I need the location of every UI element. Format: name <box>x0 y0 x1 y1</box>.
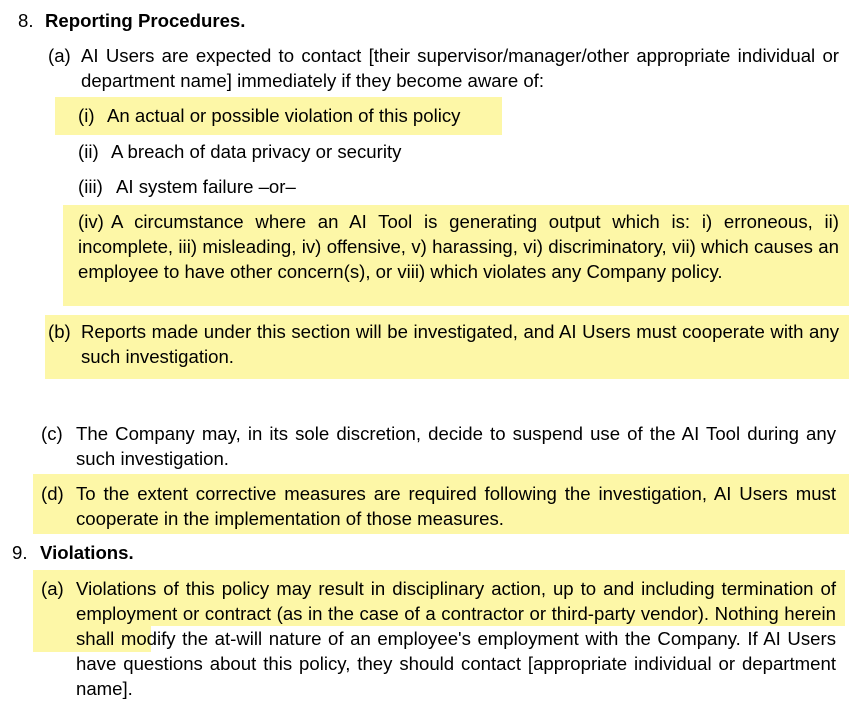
clause-text: Reports made under this section will be investigated, and AI Users must cooperate with any such investigation. <box>81 321 839 367</box>
item-marker: (ii) <box>78 141 99 162</box>
clause-marker: (c) <box>41 423 63 444</box>
item-text: An actual or possible violation of this policy <box>107 105 461 126</box>
item-8a-iv-text <box>78 209 839 284</box>
clause-marker: (a) <box>41 578 64 599</box>
clause-9a-text <box>76 576 836 701</box>
item-text: AI system failure –or– <box>116 176 296 197</box>
clause-8b-text <box>81 319 839 369</box>
item-marker: (i) <box>78 105 95 126</box>
clause-marker: (b) <box>48 321 71 342</box>
section-number: 8. <box>18 10 34 31</box>
clause-text: AI Users are expected to contact [their supervisor/manager/other appropriate individual or department name] immediately if they become aware of: <box>81 45 839 91</box>
section-heading: Reporting Procedures. <box>45 10 246 31</box>
item-text: A circumstance where an AI Tool is generating output which is: i) erroneous, ii) incomplete, iii) misleading, iv) offensive, v) harassing, vi) discriminatory, vii) which causes an employee to have other concern(s), or viii) which violates any Company policy. <box>78 211 839 282</box>
clause-text: The Company may, in its sole discretion, decide to suspend use of the AI Tool during any such investigation. <box>76 423 836 469</box>
clause-text: To the extent corrective measures are required following the investigation, AI Users must cooperate in the implementation of those measures. <box>76 483 836 529</box>
clause-marker: (a) <box>48 45 71 66</box>
item-text: A breach of data privacy or security <box>111 141 402 162</box>
clause-text-highlighted: vendor). <box>640 603 710 624</box>
item-marker: (iv) <box>78 211 104 232</box>
item-marker: (iii) <box>78 176 103 197</box>
clause-text: Nothing herein shall modify the at-will nature of an employee's employment with the Company. If AI Users have questions about this policy, they should contact [appropriate individual or department name]. <box>76 603 836 699</box>
clause-8a-text <box>81 43 839 93</box>
clause-8c-text <box>76 421 836 471</box>
clause-marker: (d) <box>41 483 64 504</box>
clause-8d-text <box>76 481 836 531</box>
section-heading: Violations. <box>40 542 134 563</box>
clause-text: Violations of this policy may result in disciplinary action, up to and including termination of employment or contract (as in the case of a contractor or third-party <box>76 578 836 624</box>
section-number: 9. <box>12 542 28 563</box>
